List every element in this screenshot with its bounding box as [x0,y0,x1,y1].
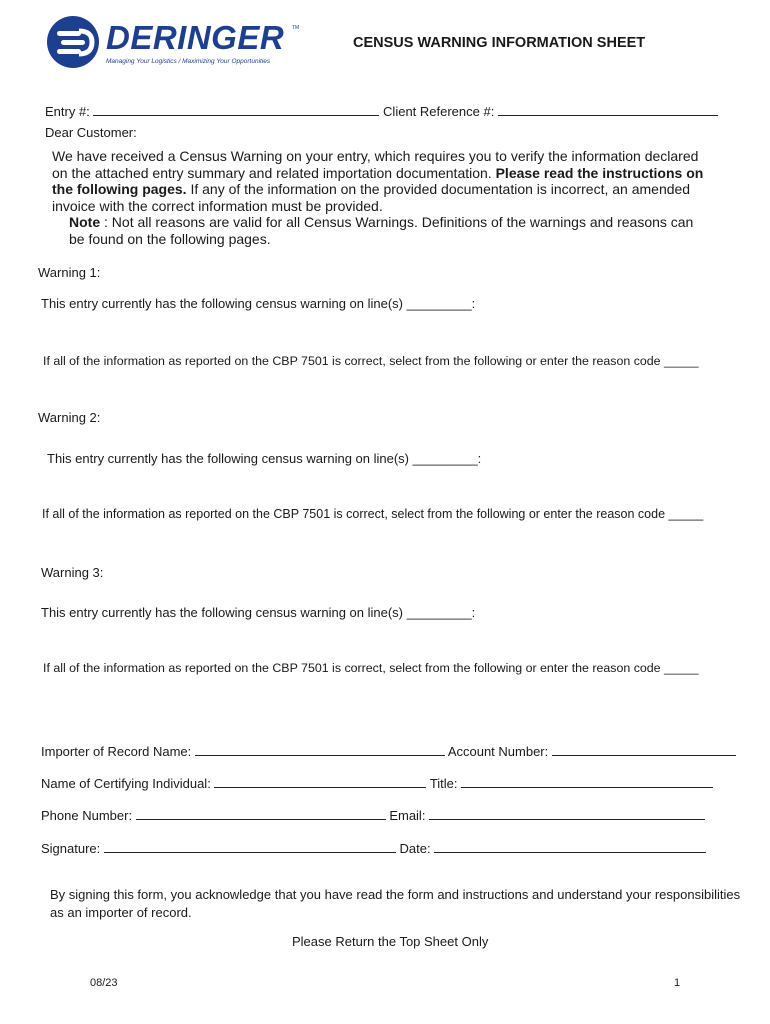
greeting: Dear Customer: [45,125,137,140]
warning-3-reason-text: If all of the information as reported on the CBP 7501 is correct, select from the following or enter the reason code _____ [43,661,699,675]
deringer-logo [46,15,306,71]
warning-2-heading: Warning 2: [38,410,101,425]
entry-row [45,102,718,119]
account-number-field[interactable] [552,742,736,756]
title-field[interactable] [461,774,713,788]
date-field[interactable] [434,839,706,853]
warning-1-line-text: This entry currently has the following census warning on line(s) _________: [41,296,476,311]
note-paragraph [69,214,709,248]
deringer-logo-icon [46,15,102,69]
phone-row [41,806,705,823]
intro-text-2: If any of the information on the provided documentation is incorrect, an amended invoice with the correct information must be provided. [52,181,691,214]
warning-2-reason-text: If all of the information as reported on the CBP 7501 is correct, select from the following or enter the reason code _____ [42,507,704,521]
logo-tagline: Managing Your Logistics / Maximizing Your Opportunities [106,58,271,65]
phone-label: Phone Number: [41,808,133,823]
email-label: Email: [389,808,426,823]
title-label: Title: [429,776,458,791]
signature-row [41,839,706,856]
certifier-row [41,774,713,791]
page-number: 1 [674,977,681,989]
date-label: Date: [399,841,431,856]
signature-label: Signature: [41,841,101,856]
warning-3-heading: Warning 3: [41,565,104,580]
entry-label: Entry #: [45,104,90,119]
client-reference-field[interactable] [498,102,718,116]
importer-field[interactable] [195,742,445,756]
warning-2-line-text: This entry currently has the following census warning on line(s) _________: [47,451,482,466]
warning-3-line-text: This entry currently has the following census warning on line(s) _________: [41,605,476,620]
intro-bold-instruction: Please read the instructions on the following pages. [52,164,704,197]
account-number-label: Account Number: [447,744,549,759]
entry-field[interactable] [93,102,379,116]
client-reference-label: Client Reference #: [383,104,495,119]
warning-1-heading: Warning 1: [38,265,101,280]
signature-field[interactable] [104,839,396,853]
note-label: Note [69,214,101,230]
footer-date: 08/23 [90,977,118,989]
logo-trademark: TM [292,25,300,31]
acknowledgement-text: By signing this form, you acknowledge that you have read the form and instructions and understand your responsibilities as an importer of record. [50,887,741,920]
logo-wordmark: DERINGER [106,19,285,56]
intro-paragraph [52,148,712,214]
certifier-field[interactable] [214,774,426,788]
return-note: Please Return the Top Sheet Only [292,934,489,949]
warning-1-reason-text: If all of the information as reported on the CBP 7501 is correct, select from the following or enter the reason code _____ [43,354,699,368]
note-text: : Not all reasons are valid for all Census Warnings. Definitions of the warnings and reasons can be found on the following pages. [69,214,694,247]
phone-field[interactable] [136,806,386,820]
importer-row [41,742,736,759]
importer-label: Importer of Record Name: [41,744,192,759]
email-field[interactable] [429,806,705,820]
intro-text-1: We have received a Census Warning on your entry, which requires you to verify the information declared on the attached entry summary and related importation documentation. [52,148,699,181]
certifier-label: Name of Certifying Individual: [41,776,211,791]
page-title: CENSUS WARNING INFORMATION SHEET [353,35,646,51]
